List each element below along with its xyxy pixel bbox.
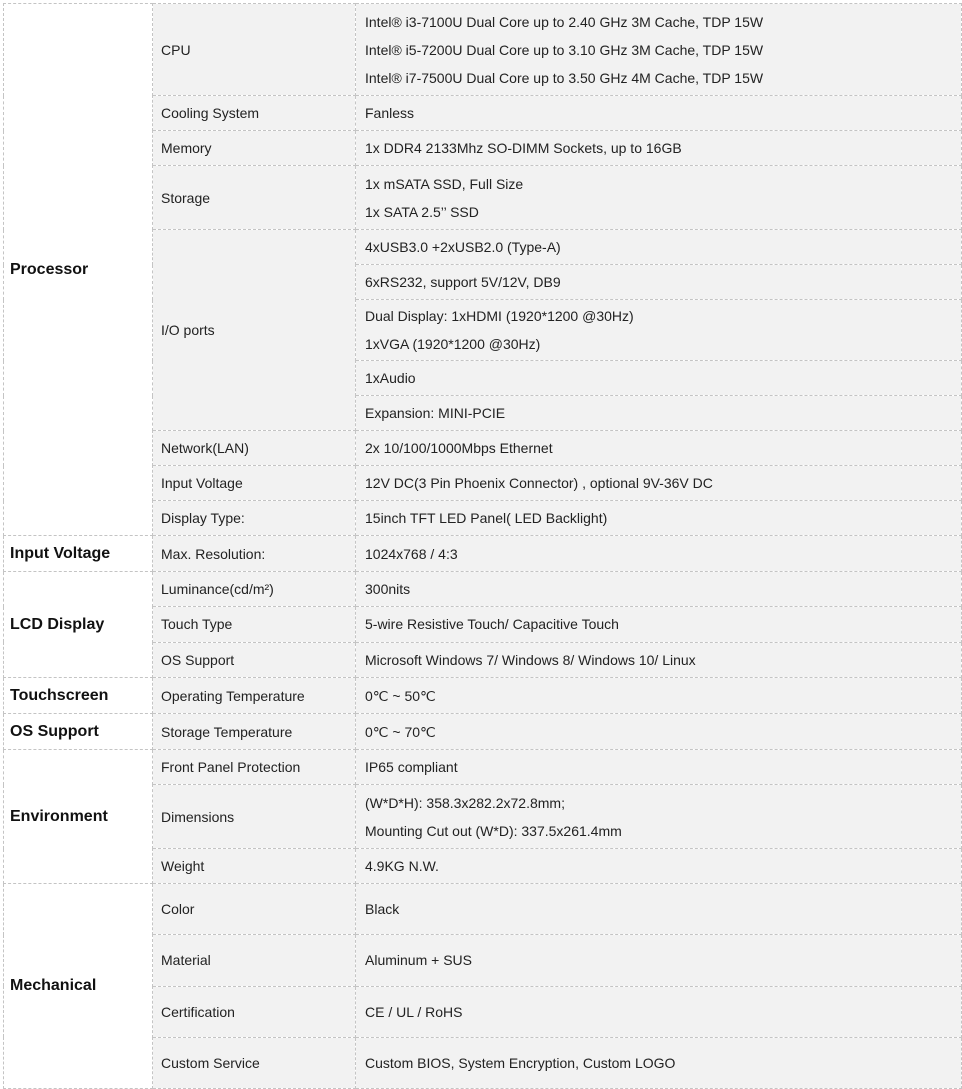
attribute-cell: Color [153, 884, 356, 935]
value-cell [356, 96, 962, 131]
category-cell: Input Voltage [4, 536, 153, 572]
value-cell [356, 536, 962, 572]
value-cell [356, 678, 962, 714]
value-cell [356, 642, 962, 677]
value-line: 5-wire Resistive Touch/ Capacitive Touch [365, 616, 619, 633]
attribute-cell: Cooling System [153, 96, 356, 131]
value-line: Custom BIOS, System Encryption, Custom LOGO [365, 1054, 676, 1071]
value-cell [356, 466, 962, 501]
value-line: Intel® i5-7200U Dual Core up to 3.10 GHz 3M Cache, TDP 15W [365, 41, 764, 58]
value-line: Intel® i3-7100U Dual Core up to 2.40 GHz 3M Cache, TDP 15W [365, 13, 764, 30]
value-line: Fanless [365, 105, 415, 121]
attribute-cell: OS Support [153, 642, 356, 677]
attribute-cell: Storage [153, 166, 356, 230]
value-line: Expansion: MINI-PCIE [365, 405, 506, 421]
value-line: 2x 10/100/1000Mbps Ethernet [365, 440, 553, 456]
value-line: 15inch TFT LED Panel( LED Backlight) [365, 510, 608, 526]
attribute-cell: Luminance(cd/m²) [153, 572, 356, 607]
value-cell [356, 935, 962, 986]
attribute-cell: Storage Temperature [153, 714, 356, 750]
value-cell [356, 714, 962, 750]
value-line: 0℃ ~ 70℃ [365, 723, 436, 740]
value-line: 1x SATA 2.5’’ SSD [365, 203, 479, 220]
attribute-cell: Input Voltage [153, 466, 356, 501]
category-cell: Environment [4, 750, 153, 884]
value-cell [356, 166, 962, 230]
attribute-cell: Weight [153, 849, 356, 884]
category-cell: Processor [4, 4, 153, 536]
value-cell [356, 131, 962, 166]
value-cell [356, 986, 962, 1037]
value-cell [356, 265, 962, 300]
value-line: 1024x768 / 4:3 [365, 545, 458, 562]
value-cell [356, 607, 962, 642]
table-row [4, 714, 962, 750]
value-cell [356, 230, 962, 265]
value-line: Aluminum + SUS [365, 952, 472, 969]
value-line: 0℃ ~ 50℃ [365, 687, 436, 704]
attribute-cell: Dimensions [153, 785, 356, 849]
attribute-cell: Memory [153, 131, 356, 166]
value-cell [356, 1037, 962, 1088]
attribute-cell: Front Panel Protection [153, 750, 356, 785]
value-cell [356, 501, 962, 536]
value-line: 4.9KG N.W. [365, 858, 439, 874]
value-line: Mounting Cut out (W*D): 337.5x261.4mm [365, 822, 622, 839]
table-row [4, 884, 962, 935]
value-line: Black [365, 901, 400, 918]
spec-table-body [4, 4, 962, 1089]
category-cell: OS Support [4, 714, 153, 750]
attribute-cell: Display Type: [153, 501, 356, 536]
category-cell: Mechanical [4, 884, 153, 1089]
value-cell [356, 4, 962, 96]
value-cell [356, 884, 962, 935]
value-cell [356, 361, 962, 396]
spec-table [3, 3, 962, 1089]
attribute-cell: Certification [153, 986, 356, 1037]
category-cell: LCD Display [4, 572, 153, 678]
category-cell: Touchscreen [4, 678, 153, 714]
table-row [4, 750, 962, 785]
value-line: (W*D*H): 358.3x282.2x72.8mm; [365, 794, 565, 811]
value-line: IP65 compliant [365, 759, 458, 775]
attribute-cell: CPU [153, 4, 356, 96]
attribute-cell: I/O ports [153, 230, 356, 431]
value-cell [356, 572, 962, 607]
value-line: Microsoft Windows 7/ Windows 8/ Windows 10/ Linux [365, 651, 696, 668]
value-line: CE / UL / RoHS [365, 1003, 463, 1020]
attribute-cell: Network(LAN) [153, 431, 356, 466]
value-line: 1xAudio [365, 370, 416, 386]
value-line: Intel® i7-7500U Dual Core up to 3.50 GHz 4M Cache, TDP 15W [365, 69, 764, 86]
value-line: 12V DC(3 Pin Phoenix Connector) , optional 9V-36V DC [365, 475, 713, 491]
value-line: 6xRS232, support 5V/12V, DB9 [365, 274, 561, 290]
value-line: 1xVGA (1920*1200 @30Hz) [365, 336, 541, 352]
table-row [4, 4, 962, 96]
attribute-cell: Custom Service [153, 1037, 356, 1088]
value-cell [356, 300, 962, 361]
value-cell [356, 785, 962, 849]
value-line: 4xUSB3.0 +2xUSB2.0 (Type-A) [365, 239, 561, 255]
table-row [4, 572, 962, 607]
value-line: Dual Display: 1xHDMI (1920*1200 @30Hz) [365, 308, 634, 324]
attribute-cell: Operating Temperature [153, 678, 356, 714]
attribute-cell: Max. Resolution: [153, 536, 356, 572]
attribute-cell: Touch Type [153, 607, 356, 642]
table-row [4, 678, 962, 714]
value-line: 1x mSATA SSD, Full Size [365, 175, 524, 192]
value-cell [356, 431, 962, 466]
value-cell [356, 396, 962, 431]
value-cell [356, 750, 962, 785]
value-cell [356, 849, 962, 884]
value-line: 1x DDR4 2133Mhz SO-DIMM Sockets, up to 16GB [365, 140, 682, 156]
value-line: 300nits [365, 581, 411, 598]
attribute-cell: Material [153, 935, 356, 986]
table-row [4, 536, 962, 572]
